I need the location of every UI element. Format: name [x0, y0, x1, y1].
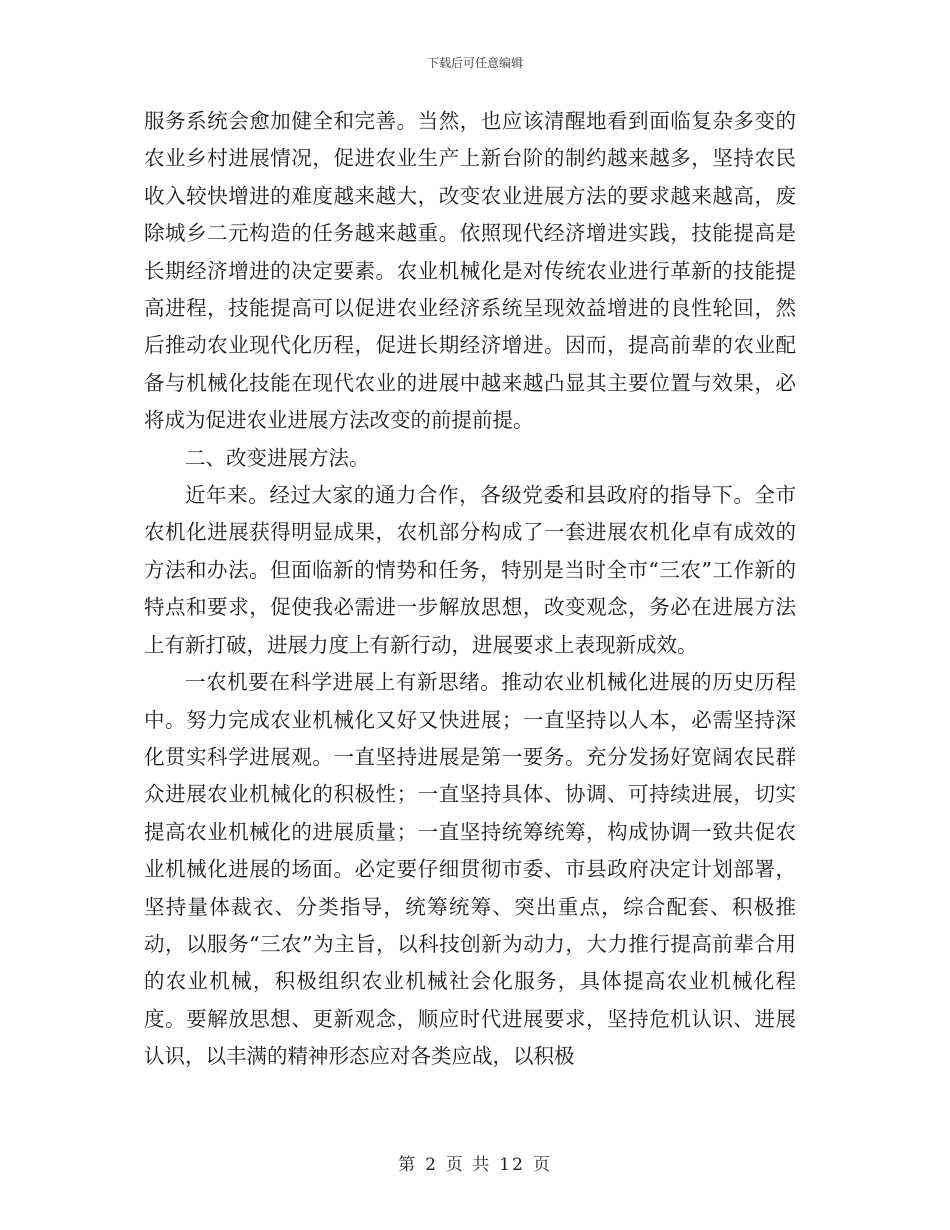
section-heading: 二、改变进展方法。	[185, 445, 370, 470]
document-body	[144, 103, 796, 1076]
page-header-note: 下载后可任意编辑	[426, 56, 523, 70]
footer-middle: 页 共	[445, 1155, 492, 1175]
footer-page-number: 2	[425, 1155, 438, 1175]
paragraph: 近年来。经过大家的通力合作，各级党委和县政府的指导下。全市农机化进展获得明显成果，农机部分构成了一套进展农机化卓有成效的方法和办法。但面临新的情势和任务，特别是当时全市“三农”工作新的特点和要求，促使我必需进一步解放思想，改变观念，务必在进展方法上有新打破，进展力度上有新行动，进展要求上表现新成效。	[144, 483, 796, 657]
footer-prefix: 第	[398, 1155, 418, 1175]
paragraph: 一农机要在科学进展上有新思绪。推动农业机械化进展的历史历程中。努力完成农业机械化又好又快进展；一直坚持以人本，必需坚持深化贯实科学进展观。一直坚持进展是第一要务。充分发扬好宽阔农民群众进展农业机械化的积极性；一直坚持具体、协调、可持续进展，切实提高农业机械化的进展质量；一直坚持统筹统筹，构成协调一致共促农业机械化进展的场面。必定要仔细贯彻市委、市县政府决定计划部署，坚持量体裁衣、分类指导，统筹统筹、突出重点，综合配套、积极推动，以服务“三农”为主旨，以科技创新为动力，大力推行提高前辈合用的农业机械，积极组织农业机械社会化服务，具体提高农业机械化程度。要解放思想、更新观念，顺应时代进展要求，坚持危机认识、进展认识，以丰满的精神形态应对各类应战，以积极	[144, 670, 796, 1069]
page-footer	[0, 1150, 950, 1175]
footer-suffix: 页	[532, 1155, 552, 1175]
paragraph-continuation: 服务系统会愈加健全和完善。当然，也应该清醒地看到面临复杂多变的农业乡村进展情况，促进农业生产上新台阶的制约越来越多，坚持农民收入较快增进的难度越来越大，改变农业进展方法的要求越来越高，废除城乡二元构造的任务越来越重。依照现代经济增进实践，技能提高是长期经济增进的决定要素。农业机械化是对传统农业进行革新的技能提高进程，技能提高可以促进农业经济系统呈现效益增进的良性轮回，然后推动农业现代化历程，促进长期经济增进。因而，提高前辈的农业配备与机械化技能在现代农业的进展中越来越凸显其主要位置与效果，必将成为促进农业进展方法改变的前提前提。	[144, 109, 796, 433]
footer-total-pages: 12	[499, 1155, 525, 1175]
